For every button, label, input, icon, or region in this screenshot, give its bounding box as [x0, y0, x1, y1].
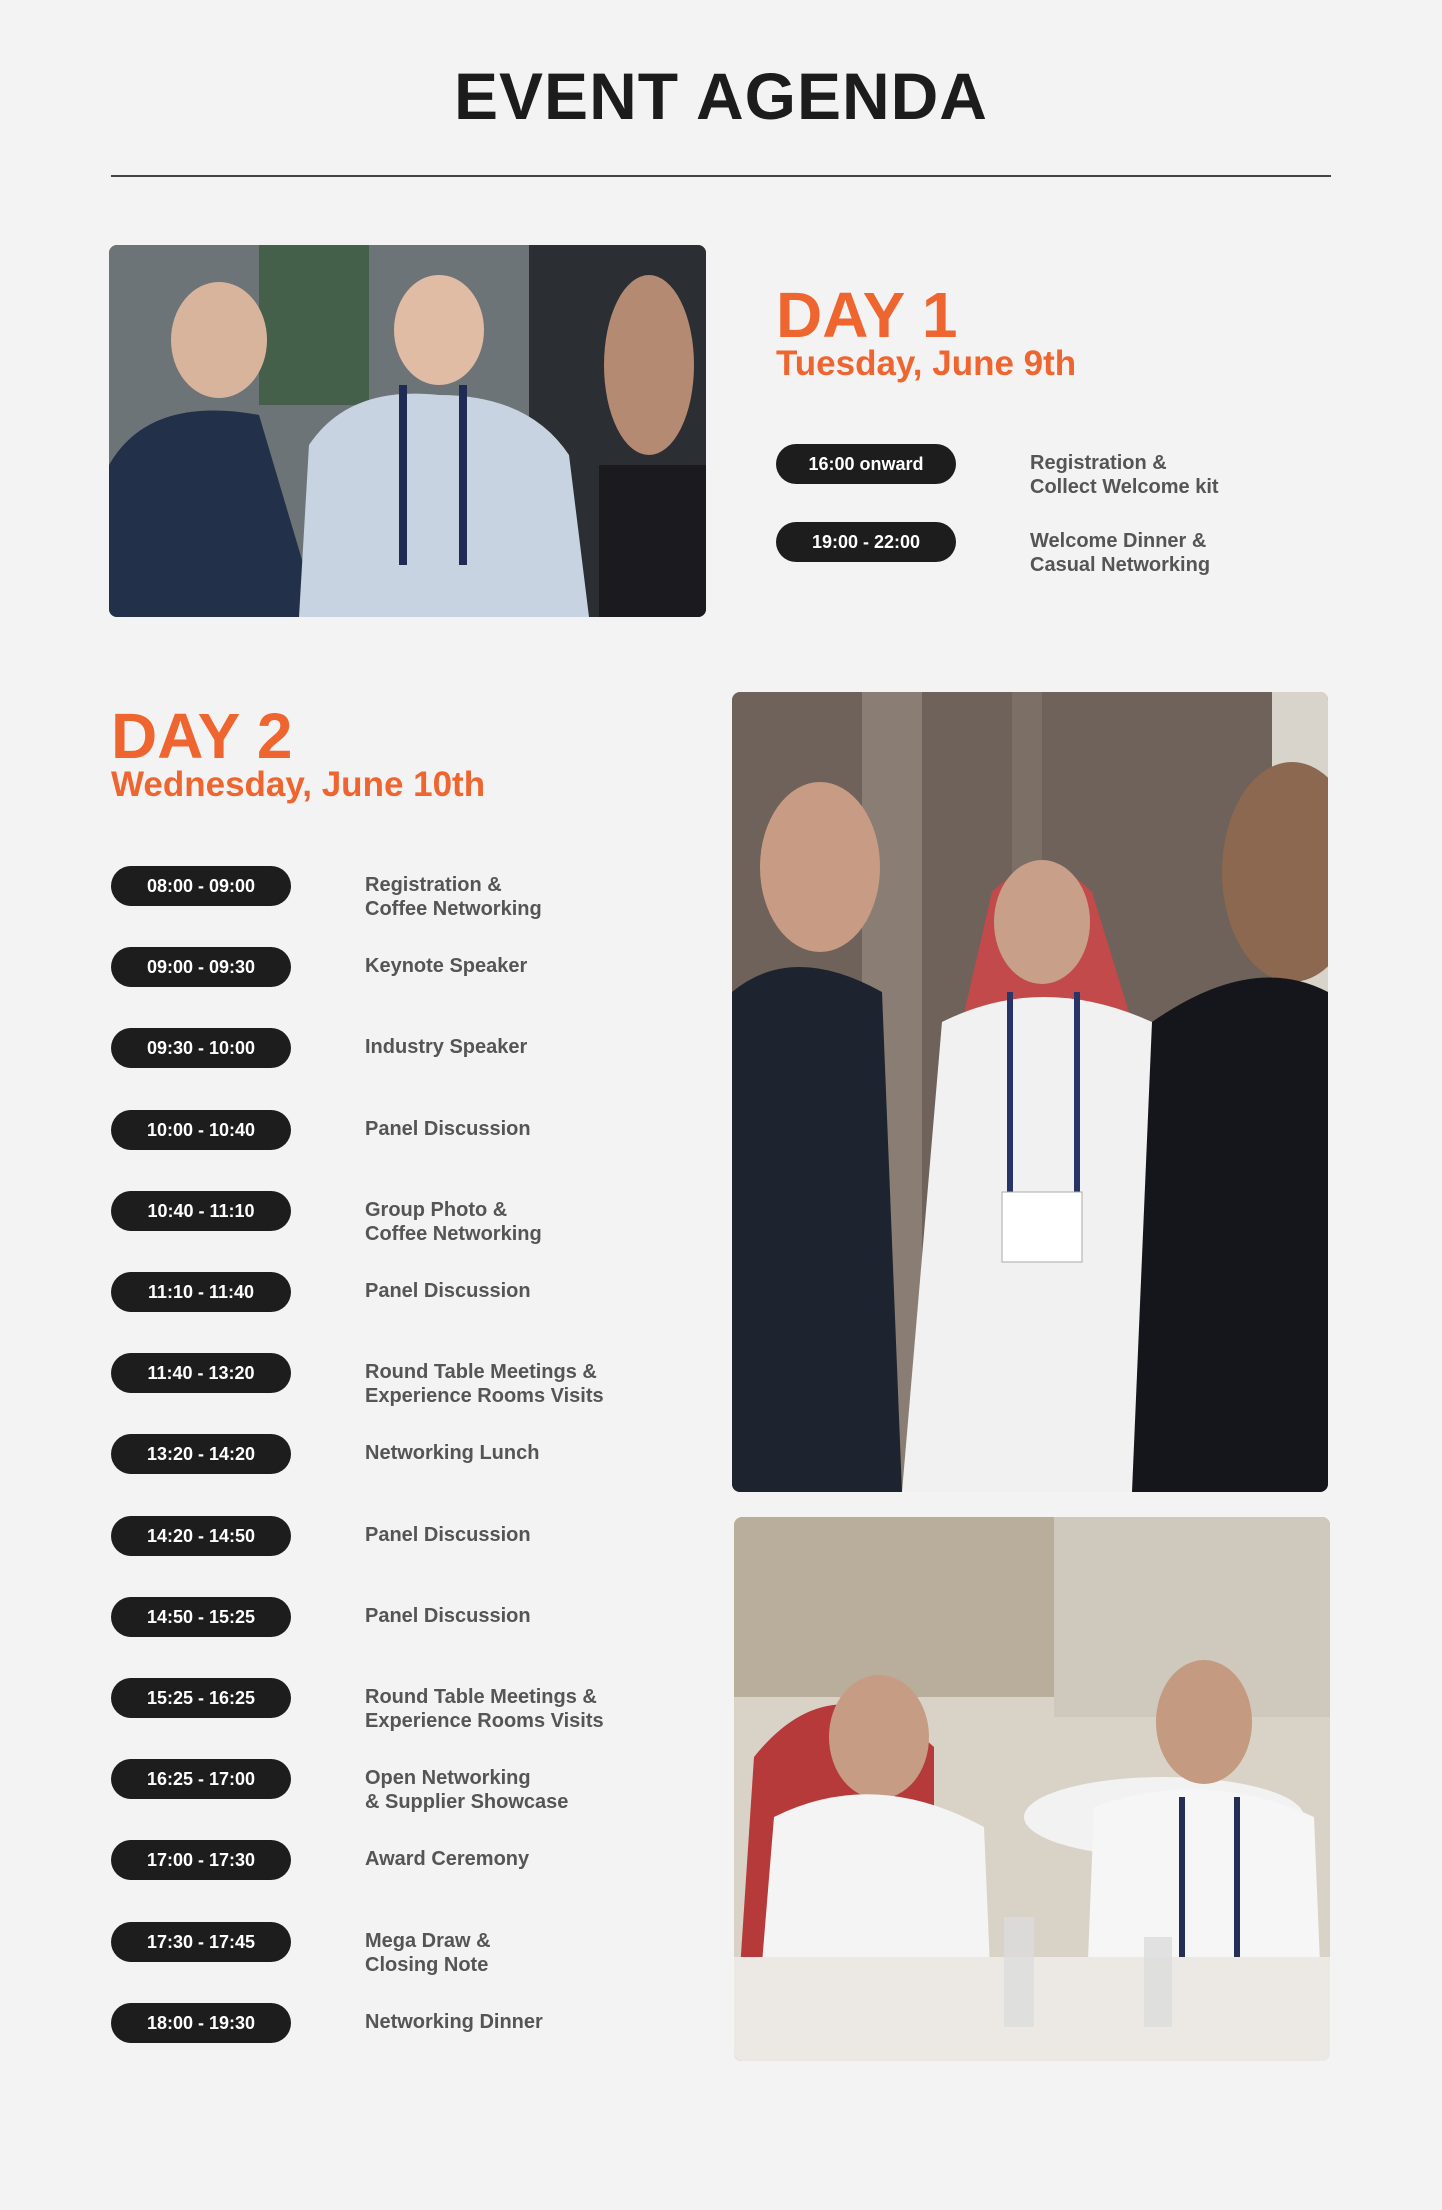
activity-label: Award Ceremony	[365, 1848, 530, 1871]
time-badge: 09:30 - 10:00	[111, 1028, 291, 1068]
day2-label: DAY 2	[111, 700, 293, 772]
day1-label: DAY 1	[776, 279, 958, 351]
time-badge: 14:50 - 15:25	[111, 1597, 291, 1637]
time-badge: 18:00 - 19:30	[111, 2003, 291, 2043]
title-divider	[111, 175, 1331, 177]
schedule-item	[111, 947, 671, 995]
time-badge: 08:00 - 09:00	[111, 866, 291, 906]
day1-date: Tuesday, June 9th	[776, 344, 1077, 383]
networking-photo	[109, 245, 706, 617]
time-badge: 10:00 - 10:40	[111, 1110, 291, 1150]
time-badge: 15:25 - 16:25	[111, 1678, 291, 1718]
schedule-item	[111, 1759, 671, 1814]
time-badge: 11:10 - 11:40	[111, 1272, 291, 1312]
activity-label: Panel Discussion	[365, 1117, 531, 1140]
schedule-item	[111, 1110, 671, 1158]
activity-label: Registration & Collect Welcome kit	[1030, 452, 1219, 498]
schedule-item	[111, 1434, 671, 1482]
schedule-item	[111, 1922, 671, 1976]
activity-label: Industry Speaker	[365, 1036, 528, 1059]
activity-label: Registration & Coffee Networking	[365, 874, 542, 920]
schedule-item	[111, 1597, 671, 1645]
activity-label: Mega Draw & Closing Note	[365, 1929, 491, 1976]
activity-label: Panel Discussion	[365, 1280, 531, 1302]
page-title: EVENT AGENDA	[454, 59, 988, 133]
schedule-item	[111, 2003, 671, 2051]
schedule-item	[111, 1028, 671, 1076]
schedule-item	[111, 1678, 671, 1732]
schedule-item	[111, 1272, 671, 1320]
time-badge: 16:25 - 17:00	[111, 1759, 291, 1799]
activity-label: Group Photo & Coffee Networking	[365, 1198, 542, 1245]
schedule-item	[111, 1353, 671, 1408]
time-badge: 17:00 - 17:30	[111, 1840, 291, 1880]
schedule-item	[111, 1516, 671, 1564]
time-badge: 13:20 - 14:20	[111, 1434, 291, 1474]
time-badge: 10:40 - 11:10	[111, 1191, 291, 1231]
activity-label: Panel Discussion	[365, 1604, 531, 1627]
time-badge: 11:40 - 13:20	[111, 1353, 291, 1393]
day2-date: Wednesday, June 10th	[111, 765, 486, 804]
schedule-item	[111, 866, 671, 920]
activity-label: Welcome Dinner & Casual Networking	[1030, 530, 1211, 576]
activity-label: Open Networking & Supplier Showcase	[365, 1767, 569, 1814]
time-badge: 19:00 - 22:00	[776, 522, 956, 562]
time-badge: 14:20 - 14:50	[111, 1516, 291, 1556]
time-badge: 09:00 - 09:30	[111, 947, 291, 987]
dinner-photo	[734, 1517, 1330, 2061]
activity-label: Round Table Meetings & Experience Rooms Visits	[365, 1686, 604, 1732]
time-badge: 17:30 - 17:45	[111, 1922, 291, 1962]
schedule-item	[111, 1840, 671, 1888]
time-badge: 16:00 onward	[776, 444, 956, 484]
schedule-item	[776, 522, 1336, 576]
schedule-item	[111, 1191, 671, 1245]
activity-label: Keynote Speaker	[365, 955, 528, 978]
attendee-portrait-photo	[732, 692, 1328, 1492]
activity-label: Round Table Meetings & Experience Rooms Visits	[365, 1361, 604, 1408]
schedule-item	[776, 444, 1336, 498]
activity-label: Panel Discussion	[365, 1523, 531, 1546]
activity-label: Networking Lunch	[365, 1442, 540, 1465]
activity-label: Networking Dinner	[365, 2010, 543, 2033]
